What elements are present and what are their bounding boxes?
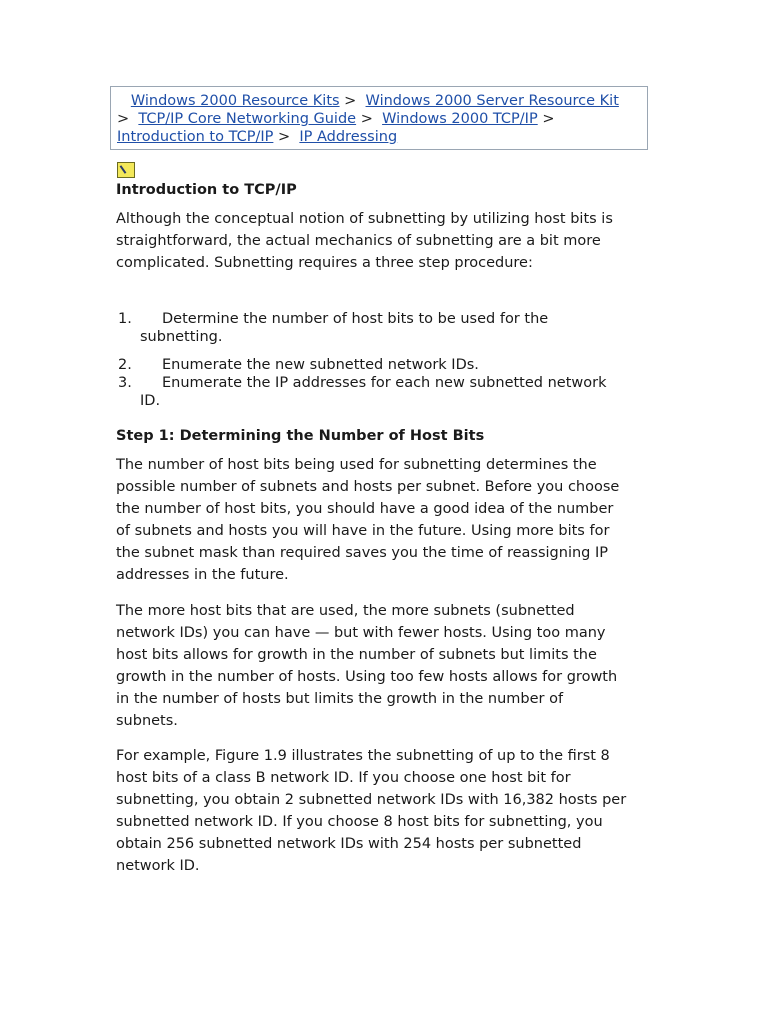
list-item-text: Determine the number of host bits to be used for the subnetting. bbox=[140, 311, 549, 345]
body-paragraph: The more host bits that are used, the more subnets (subnetted network IDs) you can have — but with fewer hosts. Using too many host bits allows for growth in the number of subnets but limits the growth in the number of hosts. Using too few hosts allows for growth in the number of hosts but limits the growth in the number of subnets. bbox=[116, 603, 618, 729]
breadcrumb-separator: > bbox=[344, 93, 357, 109]
document-note-icon bbox=[117, 162, 135, 178]
body-paragraph: For example, Figure 1.9 illustrates the subnetting of up to the first 8 host bits of a class B network ID. If you choose one host bit for subnetting, you obtain 2 subnetted network IDs with 16,382 hosts per subnetted network ID. If you choose 8 host bits for subnetting, you obtain 256 subnetted network IDs with 254 hosts per subnetted network ID. bbox=[116, 748, 627, 874]
steps-list bbox=[116, 356, 628, 374]
body-paragraph: The number of host bits being used for subnetting determines the possible number of subnets and hosts per subnet. Before you choose the number of host bits, you should have a good idea of the number of subnets and hosts you will have in the future. Using more bits for the subnet mask than required saves you the time of reassigning IP addresses in the future. bbox=[116, 457, 620, 583]
steps-list bbox=[116, 310, 628, 346]
section-heading: Step 1: Determining the Number of Host Bits bbox=[116, 428, 485, 444]
breadcrumb-link-core-networking-guide[interactable]: TCP/IP Core Networking Guide bbox=[138, 111, 357, 127]
breadcrumb-separator: > bbox=[277, 129, 291, 145]
breadcrumb-link-ip-addressing[interactable]: IP Addressing bbox=[299, 129, 398, 145]
breadcrumb-separator: > bbox=[117, 111, 130, 127]
list-item bbox=[116, 374, 628, 410]
intro-paragraph: Although the conceptual notion of subnetting by utilizing host bits is straightforward, the actual mechanics of subnetting are a bit more complicated. Subnetting requires a three step procedure: bbox=[116, 211, 613, 271]
breadcrumb-link-server-resource-kit[interactable]: Windows 2000 Server Resource Kit bbox=[365, 93, 619, 109]
list-item bbox=[116, 356, 628, 374]
breadcrumb-separator: > bbox=[360, 111, 373, 127]
breadcrumb bbox=[110, 86, 648, 150]
list-item-number: 1. bbox=[118, 311, 132, 327]
breadcrumb-separator: > bbox=[542, 111, 555, 127]
breadcrumb-link-intro-tcpip[interactable]: Introduction to TCP/IP bbox=[117, 129, 274, 145]
list-item-number: 3. bbox=[118, 375, 132, 391]
breadcrumb-link-windows-tcpip[interactable]: Windows 2000 TCP/IP bbox=[382, 111, 538, 127]
list-item-text: Enumerate the IP addresses for each new subnetted network ID. bbox=[140, 375, 607, 409]
list-item bbox=[116, 310, 628, 346]
list-item-text: Enumerate the new subnetted network IDs. bbox=[162, 357, 479, 373]
steps-list bbox=[116, 374, 628, 410]
list-item-number: 2. bbox=[118, 357, 132, 373]
breadcrumb-link-resource-kits[interactable]: Windows 2000 Resource Kits bbox=[130, 93, 340, 109]
page-title: Introduction to TCP/IP bbox=[116, 182, 297, 198]
